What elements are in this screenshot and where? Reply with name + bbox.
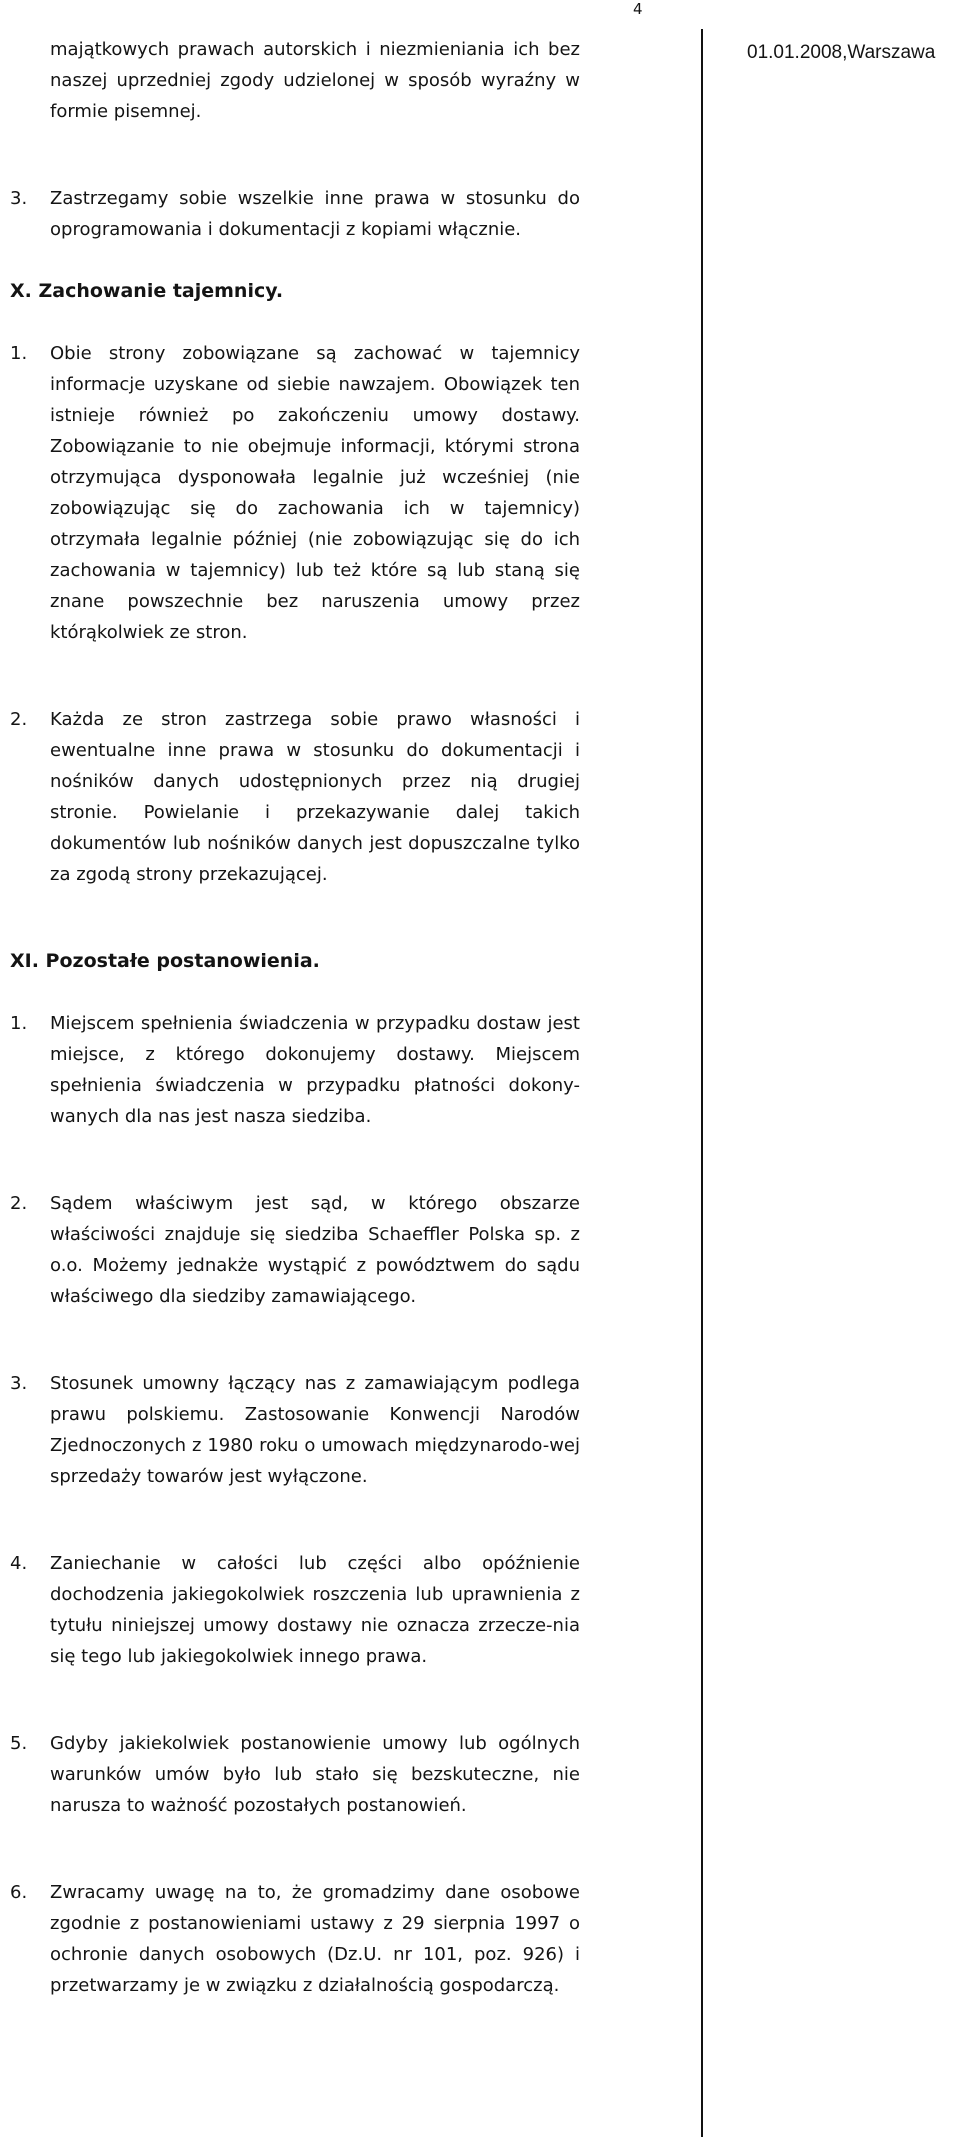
sec11-item-6 [10,1877,580,2001]
item-text: Zaniechanie w całości lub części albo opóźnienie dochodzenia jakiegokolwiek roszczenia lub uprawnienia z tytułu niniejszej umowy dostawy nie oznacza zrzecze-nia się tego lub jakiegokolwiek innego prawa. [50,1553,580,1667]
item-number: 4. [10,1553,28,1574]
item-number: 1. [10,343,28,364]
item-number: 3. [10,1373,28,1394]
column-divider [701,29,703,2137]
item-number: 2. [10,1193,28,1214]
section-heading-x: X. Zachowanie tajemnicy. [10,280,284,302]
sec11-item-5 [10,1728,580,1821]
item-number: 2. [10,709,28,730]
item-text: Sądem właściwym jest sąd, w którego obszarze właściwości znajduje się siedziba Schaeffler Polska sp. z o.o. Możemy jednakże wystąpić z powództwem do sądu właściwego dla siedziby zamawiającego. [50,1193,580,1307]
item-number: 6. [10,1882,28,1903]
section-heading-xi: XI. Pozostałe postanowienia. [10,950,320,972]
sec11-item-4 [10,1548,580,1672]
intro-paragraph [10,34,580,127]
sec11-item-2 [10,1188,580,1312]
item-text: Zastrzegamy sobie wszelkie inne prawa w stosunku do oprogramowania i dokumentacji z kopiami włącznie. [50,188,580,240]
item-text: Miejscem spełnienia świadczenia w przypadku dostaw jest miejsce, z którego dokonujemy dostawy. Miejscem spełnienia świadczenia w przypadku płatności dokony-wanych dla nas jest nasza siedziba. [50,1013,580,1127]
item-number: 3. [10,188,28,209]
intro-text: majątkowych prawach autorskich i niezmieniania ich bez naszej uprzedniej zgody udzielonej w sposób wyraźny w formie pisemnej. [50,39,580,122]
item-text: Obie strony zobowiązane są zachować w tajemnicy informacje uzyskane od siebie nawzajem. Obowiązek ten istnieje również po zakończeniu umowy dostawy. Zobowiązanie to nie obejmuje informacji, którymi strona otrzymująca dysponowała legalnie już wcześniej (nie zobowiązując się do zachowania ich w tajemnicy) otrzymała legalnie później (nie zobowiązując się do ich zachowania w tajemnicy) lub też które są lub staną się znane powszechnie bez naruszenia umowy przez którąkolwiek ze stron. [50,343,580,643]
sec11-item-1 [10,1008,580,1132]
item-number: 5. [10,1733,28,1754]
item-text: Zwracamy uwagę na to, że gromadzimy dane osobowe zgodnie z postanowieniami ustawy z 29 sierpnia 1997 o ochronie danych osobowych (Dz.U. nr 101, poz. 926) i przetwarzamy je w związku z działalnością gospodarczą. [50,1882,580,1996]
item-text: Gdyby jakiekolwiek postanowienie umowy lub ogólnych warunków umów było lub stało się bezskuteczne, nie narusza to ważność pozostałych postanowień. [50,1733,580,1816]
sec10-item-1 [10,338,580,648]
item-text: Stosunek umowny łączący nas z zamawiającym podlega prawu polskiemu. Zastosowanie Konwencji Narodów Zjednoczonych z 1980 roku o umowach międzynarodo-wej sprzedaży towarów jest wyłączone. [50,1373,580,1487]
page-number: 4 [633,0,643,18]
side-date: 01.01.2008,Warszawa [747,42,936,63]
sec10-item-2 [10,704,580,890]
sec9-item-3 [10,183,580,245]
item-text: Każda ze stron zastrzega sobie prawo własności i ewentualne inne prawa w stosunku do dokumentacji i nośników danych udostępnionych przez nią drugiej stronie. Powielanie i przekazywanie dalej takich dokumentów lub nośników danych jest dopuszczalne tylko za zgodą strony przekazującej. [50,709,580,885]
sec11-item-3 [10,1368,580,1492]
document-body [10,34,580,2001]
item-number: 1. [10,1013,28,1034]
